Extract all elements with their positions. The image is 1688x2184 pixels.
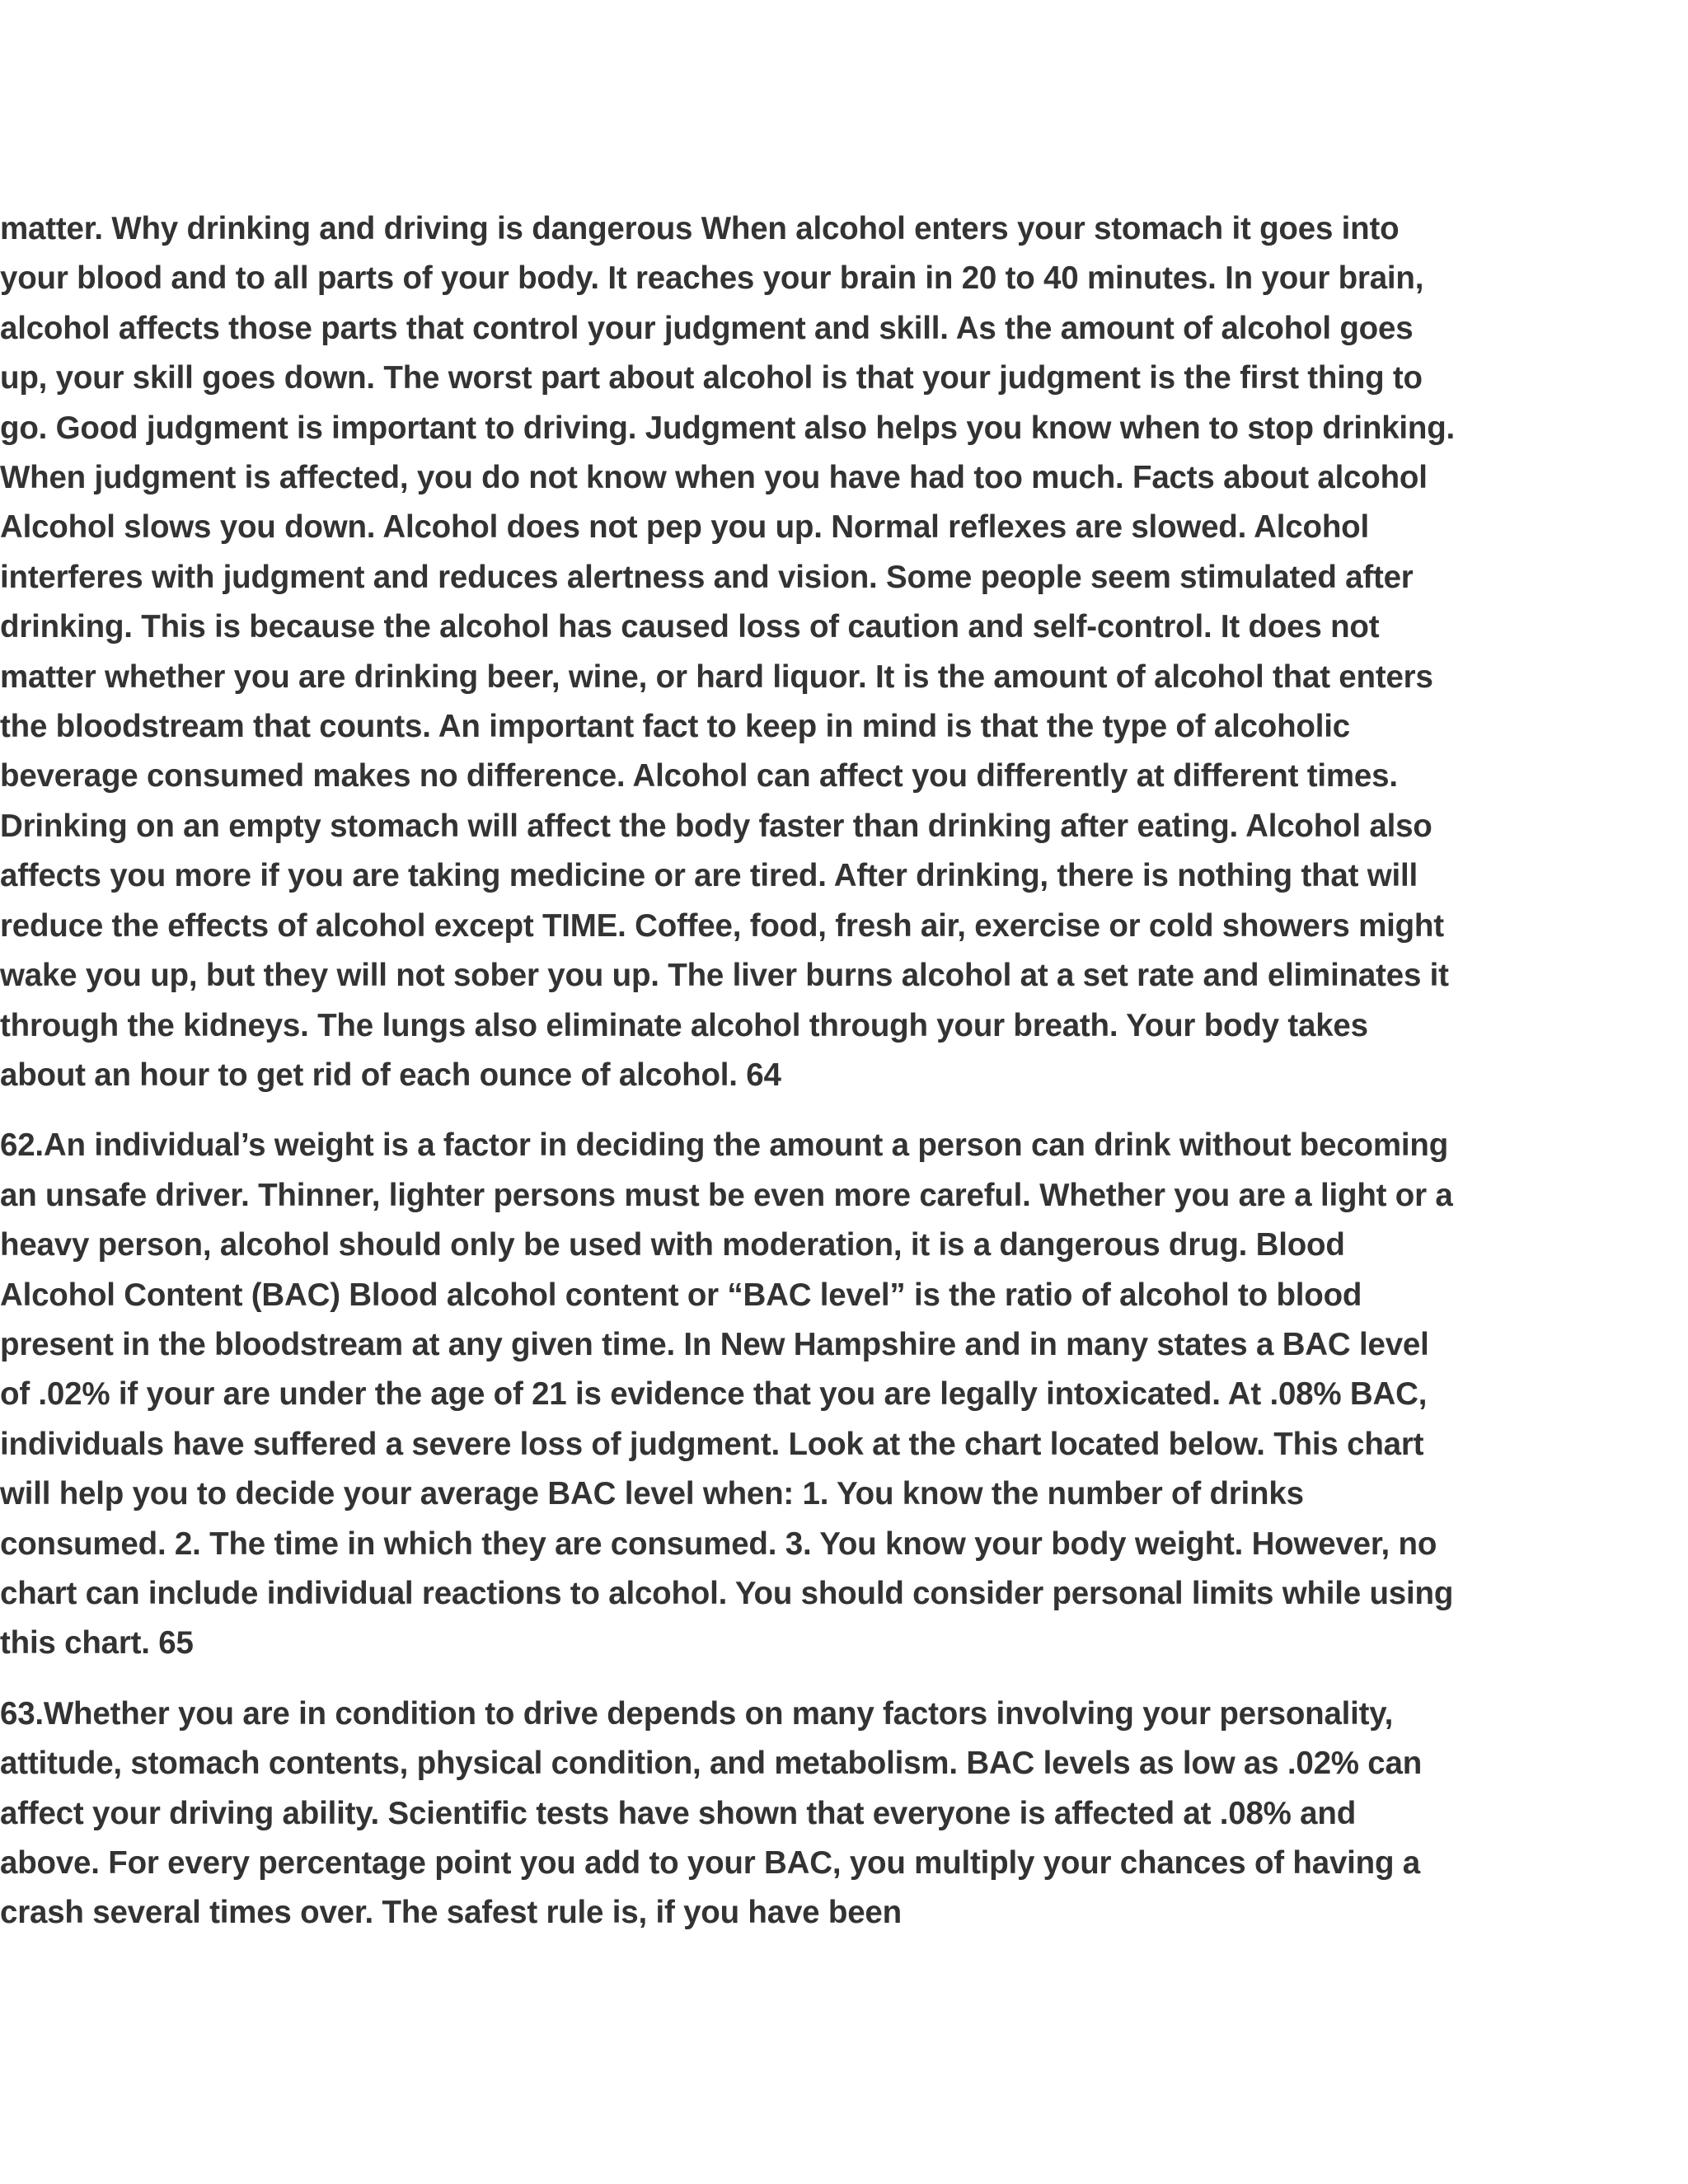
paragraph-condition-to-drive: 63.Whether you are in condition to drive depends on many factors involving your personality, attitude, stomach contents, physical condition, and metabolism. BAC levels as low as .02% can affect your driving ability. Scientific tests have shown that everyone is affected at .08% and above. For every percentage point you add to your BAC, you multiply your chances of having a crash several times over. The safest rule is, if you have been [0,1695,1423,1931]
page-body [0,204,1459,1938]
paragraph-drinking-and-driving: matter. Why drinking and driving is dangerous When alcohol enters your stomach it goes into your blood and to all parts of your body. It reaches your brain in 20 to 40 minutes. In your brain, alcohol affects those parts that control your judgment and skill. As the amount of alcohol goes up, your skill goes down. The worst part about alcohol is that your judgment is the first thing to go. Good judgment is important to driving. Judgment also helps you know when to stop drinking. When judgment is affected, you do not know when you have had too much. Facts about alcohol Alcohol slows you down. Alcohol does not pep you up. Normal reflexes are slowed. Alcohol interferes with judgment and reduces alertness and vision. Some people seem stimulated after drinking. This is because the alcohol has caused loss of caution and self-control. It does not matter whether you are drinking beer, wine, or hard liquor. It is the amount of alcohol that enters the bloodstream that counts. An important fact to keep in mind is that the type of alcoholic beverage consumed makes no difference. Alcohol can affect you differently at different times. Drinking on an empty stomach will affect the body faster than drinking after eating. Alcohol also affects you more if you are taking medicine or are tired. After drinking, there is nothing that will reduce the effects of alcohol except TIME. Coffee, food, fresh air, exercise or cold showers might wake you up, but they will not sober you up. The liver burns alcohol at a set rate and eliminates it through the kidneys. The lungs also eliminate alcohol through your breath. Your body takes about an hour to get rid of each ounce of alcohol. 64 [0,211,1456,1093]
paragraph-weight-and-bac: 62.An individual’s weight is a factor in deciding the amount a person can drink without becoming an unsafe driver. Thinner, lighter persons must be even more careful. Whether you are a light or a heavy person, alcohol should only be used with moderation, it is a dangerous drug. Blood Alcohol Content (BAC) Blood alcohol content or “BAC level” is the ratio of alcohol to blood present in the bloodstream at any given time. In New Hampshire and in many states a BAC level of .02% if your are under the age of 21 is evidence that you are legally intoxicated. At .08% BAC, individuals have suffered a severe loss of judgment. Look at the chart located below. This chart will help you to decide your average BAC level when: 1. You know the number of drinks consumed. 2. The time in which they are consumed. 3. You know your body weight. However, no chart can include individual reactions to alcohol. You should consider personal limits while using this chart. 65 [0,1127,1454,1661]
